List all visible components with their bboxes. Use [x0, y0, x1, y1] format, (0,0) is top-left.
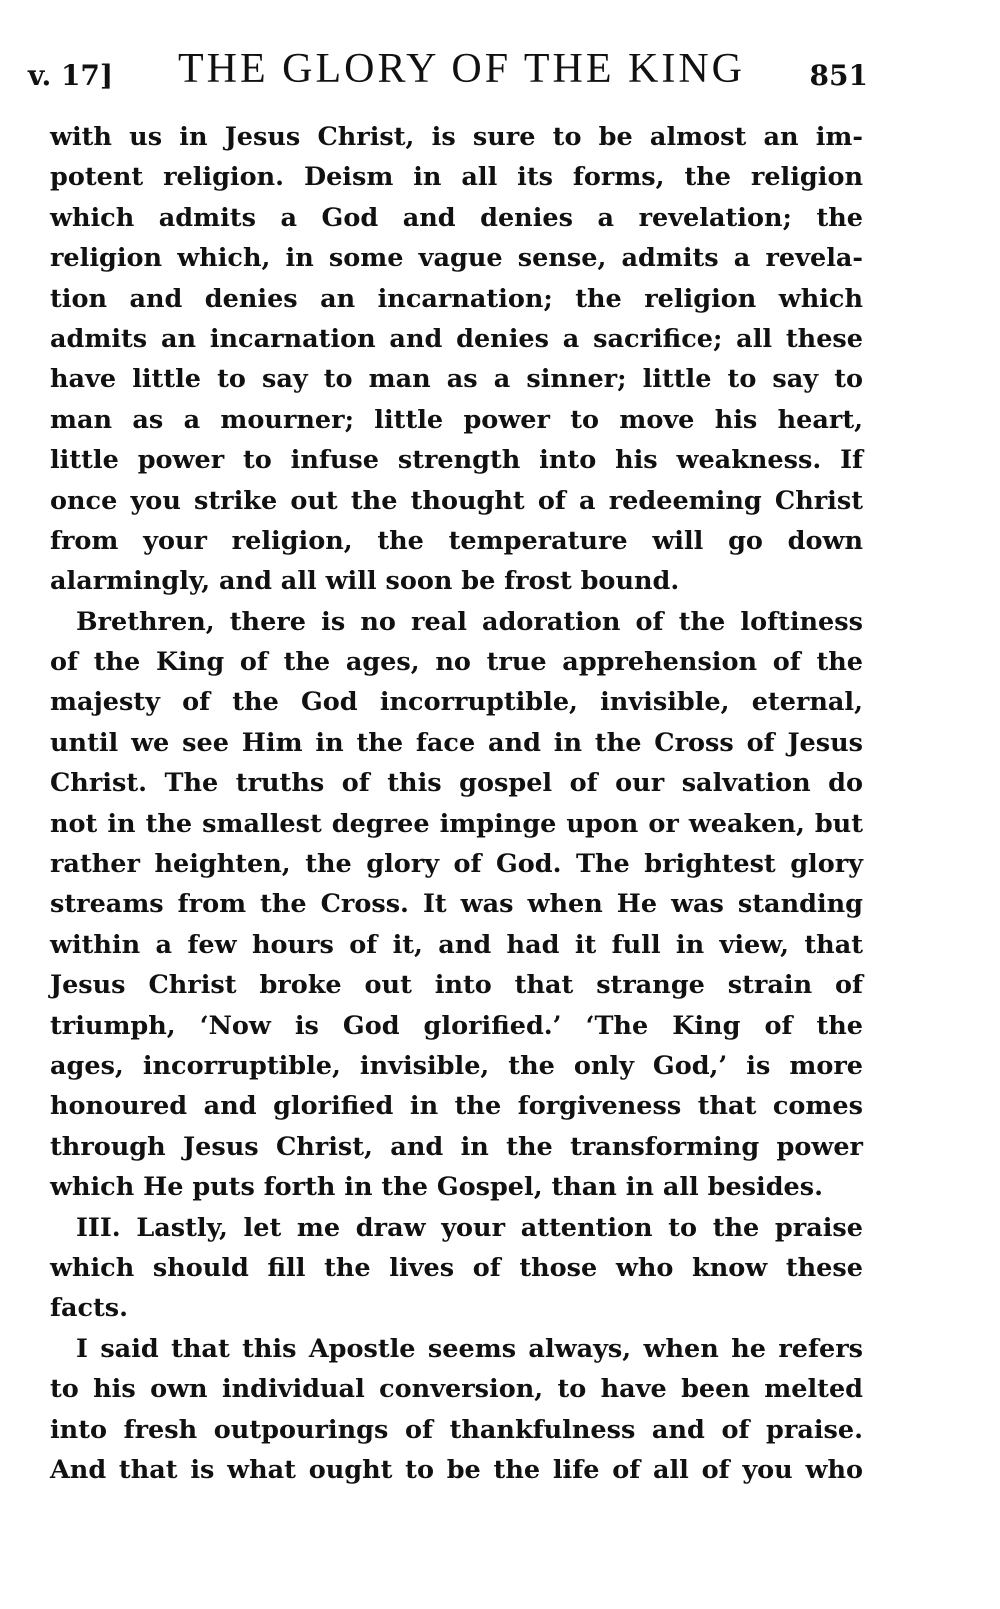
text-line: III. Lastly, let me draw your attention to the praise [76, 1212, 863, 1243]
paragraph-1 [50, 117, 863, 602]
text-line: from your religion, the temperature will go down [50, 525, 863, 556]
text-line: of the King of the ages, no true apprehension of the [50, 647, 863, 678]
text-line: streams from the Cross. It was when He was standing [50, 889, 863, 920]
page-number: 851 [809, 59, 868, 92]
text-line: admits an incarnation and denies a sacrifice; all these [50, 323, 863, 354]
text-line: rather heighten, the glory of God. The brightest glory [50, 849, 863, 880]
text-line: within a few hours of it, and had it full in view, that [50, 929, 863, 960]
text-line: which He puts forth in the Gospel, than in all besides. [50, 1172, 823, 1203]
text-line: Christ. The truths of this gospel of our salvation do [50, 768, 863, 799]
text-line: until we see Him in the face and in the Cross of Jesus [50, 727, 863, 758]
text-line: once you strike out the thought of a redeeming Christ [50, 485, 863, 516]
text-line: man as a mourner; little power to move his heart, [50, 404, 863, 435]
text-line: little power to infuse strength into his weakness. If [50, 445, 863, 476]
running-title: THE GLORY OF THE KING [178, 46, 745, 92]
running-header [28, 46, 868, 96]
paragraph-3 [50, 1208, 863, 1329]
text-line: triumph, ‘Now is God glorified.’ ‘The King of the [50, 1010, 863, 1041]
text-line: Jesus Christ broke out into that strange strain of [50, 970, 863, 1001]
text-line: with us in Jesus Christ, is sure to be almost an im- [50, 122, 863, 152]
text-line: alarmingly, and all will soon be frost bound. [50, 566, 680, 597]
page-body [50, 117, 863, 1490]
text-line: to his own individual conversion, to have been melted [50, 1374, 863, 1405]
paragraph-2 [50, 602, 863, 1208]
text-line: facts. [50, 1293, 129, 1324]
text-line: And that is what ought to be the life of all of you who [50, 1454, 863, 1485]
text-line: potent religion. Deism in all its forms, the religion [50, 162, 863, 193]
text-line: not in the smallest degree impinge upon or weaken, but [50, 808, 863, 839]
text-line: religion which, in some vague sense, admits a revela- [50, 243, 863, 274]
text-line: honoured and glorified in the forgiveness that comes [50, 1091, 863, 1122]
text-line: tion and denies an incarnation; the religion which [50, 283, 863, 314]
text-line: I said that this Apostle seems always, when he refers [76, 1333, 863, 1364]
verse-reference: v. 17] [28, 59, 114, 92]
text-line: through Jesus Christ, and in the transforming power [50, 1131, 863, 1162]
text-line: majesty of the God incorruptible, invisible, eternal, [50, 687, 863, 718]
text-line: which admits a God and denies a revelation; the [50, 202, 863, 233]
text-line: have little to say to man as a sinner; little to say to [50, 364, 863, 395]
text-line: Brethren, there is no real adoration of the loftiness [76, 606, 863, 637]
paragraph-4 [50, 1329, 863, 1491]
text-line: into fresh outpourings of thankfulness and of praise. [50, 1414, 863, 1445]
text-line: ages, incorruptible, invisible, the only God,’ is more [50, 1050, 863, 1081]
text-line: which should fill the lives of those who know these [50, 1252, 863, 1283]
